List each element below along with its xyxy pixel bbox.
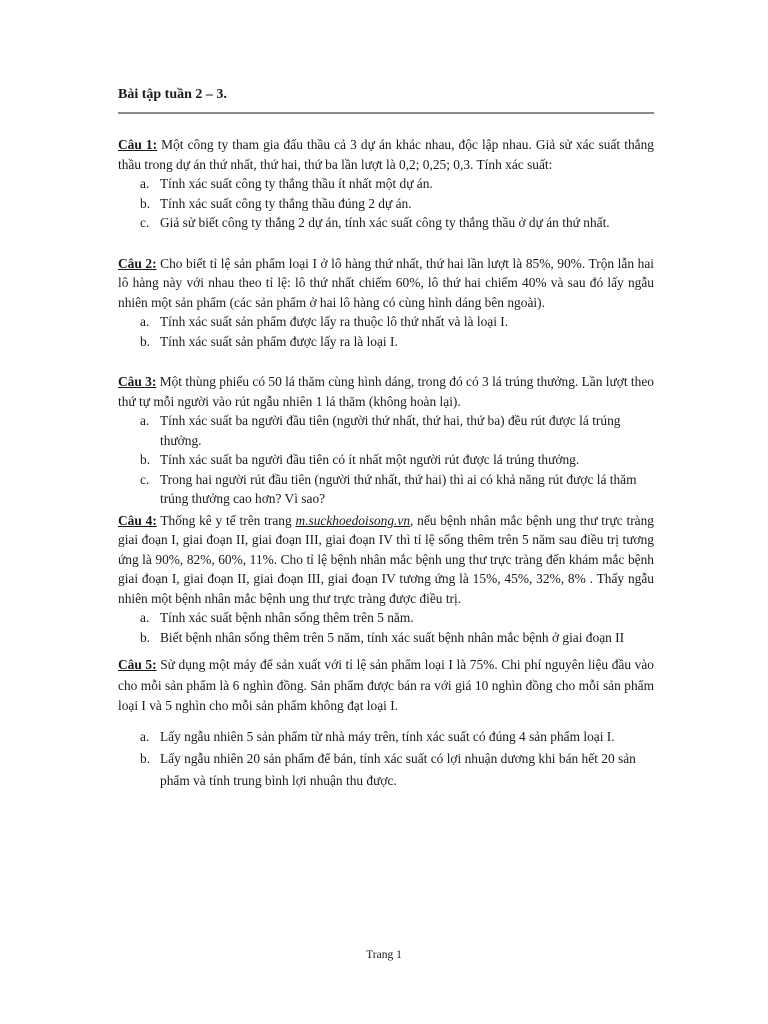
question-4-option-a xyxy=(118,608,654,628)
question-3 xyxy=(118,372,654,509)
option-marker: a. xyxy=(140,413,150,428)
option-text: Tính xác suất sản phẩm được lấy ra thuộc lô thứ nhất và là loại I. xyxy=(160,314,509,329)
question-1-label: Câu 1: xyxy=(118,137,158,152)
question-5 xyxy=(118,655,654,792)
question-1-text: Một công ty tham gia đấu thầu cả 3 dự án khác nhau, độc lập nhau. Giả sử xác suất thắng thầu trong dự án thứ nhất, thứ hai, thứ ba lần lượt là 0,2; 0,25; 0,3. Tính xác suất: xyxy=(118,137,654,172)
option-text: Trong hai người rút đầu tiên (người thứ nhất, thứ hai) thì ai có khả năng rút được lá thăm trúng thưởng cao hơn? Vì sao? xyxy=(160,471,637,506)
option-marker: a. xyxy=(140,314,150,329)
option-text: Tính xác suất ba người đầu tiên có ít nhất một người rút được lá trúng thưởng. xyxy=(160,452,580,467)
question-2 xyxy=(118,254,654,352)
question-3-option-c xyxy=(118,470,654,509)
option-marker: a. xyxy=(140,176,150,191)
question-5-options xyxy=(118,726,654,792)
question-1-option-c xyxy=(118,213,654,233)
option-marker: a. xyxy=(140,728,150,744)
question-4 xyxy=(118,511,654,648)
option-marker: c. xyxy=(140,215,150,230)
title-divider xyxy=(118,112,654,114)
question-2-text: Cho biết tỉ lệ sản phẩm loại I ở lô hàng thứ nhất, thứ hai lần lượt là 85%, 90%. Trộn lẫn hai lô hàng này với nhau theo tỉ lệ: lô thứ nhất chiếm 60%, lô thứ hai chiếm 40% và sau đó lấy ngẫu nhiên một sản phẩm (các sản phẩm ở hai lô hàng có cùng hình dáng bên ngoài). xyxy=(118,255,654,310)
question-1-option-b xyxy=(118,194,654,214)
question-2-option-b xyxy=(118,332,654,352)
option-text: Tính xác suất sản phẩm được lấy ra là loại I. xyxy=(160,333,398,349)
option-marker: b. xyxy=(140,195,151,211)
question-4-option-b xyxy=(118,628,654,648)
question-4-options xyxy=(118,608,654,647)
source-link[interactable]: m.suckhoedoisong.vn xyxy=(295,512,411,528)
question-1-option-a xyxy=(118,174,654,194)
question-5-label: Câu 5: xyxy=(118,657,157,672)
question-4-text-before-link: Thống kê y tế trên trang xyxy=(156,512,296,528)
question-3-options xyxy=(118,411,654,509)
question-5-stem xyxy=(118,655,654,717)
page-title: Bài tập tuần 2 – 3. xyxy=(118,87,227,102)
option-text: Biết bệnh nhân sống thêm trên 5 năm, tính xác suất bệnh nhân mắc bệnh ở giai đoạn II xyxy=(160,629,625,645)
question-3-option-b xyxy=(118,450,654,470)
option-text: Tính xác suất ba người đầu tiên (người thứ nhất, thứ hai, thứ ba) đều rút được lá trúng thưởng. xyxy=(160,413,621,448)
question-5-option-b xyxy=(118,748,654,792)
question-2-option-a xyxy=(118,312,654,332)
option-marker: b. xyxy=(140,333,151,349)
question-4-stem xyxy=(118,511,654,609)
option-text: Tính xác suất công ty thắng thầu ít nhất một dự án. xyxy=(160,176,433,191)
option-marker: b. xyxy=(140,452,151,467)
option-text: Lấy ngẫu nhiên 20 sản phẩm để bán, tính xác suất có lợi nhuận dương khi bán hết 20 sản phẩm và tính trung bình lợi nhuận thu được. xyxy=(160,750,636,788)
option-text: Tính xác suất bệnh nhân sống thêm trên 5 năm. xyxy=(160,610,414,625)
question-2-label: Câu 2: xyxy=(118,255,157,271)
question-1-stem xyxy=(118,135,654,174)
option-text: Lấy ngẫu nhiên 5 sản phẩm từ nhà máy trên, tính xác suất có đúng 4 sản phẩm loại I. xyxy=(160,728,615,744)
question-1-options xyxy=(118,174,654,233)
page-number: Trang 1 xyxy=(366,949,402,961)
question-4-text-after-link: , nếu bệnh nhân mắc bệnh ung thư trực tràng giai đoạn I, giai đoạn II, giai đoạn III, giai đoạn IV thì tỉ lệ sống thêm trên 5 năm sau điều trị tương ứng là 90%, 82%, 60%, 11%. Cho tỉ lệ bệnh nhân mắc bệnh ung thư trực tràng đến khám mắc bệnh giai đoạn I, giai đoạn II, giai đoạn III, giai đoạn IV tương ứng là 15%, 45%, 32%, 8% . Thấy ngẫu nhiên một bệnh nhân mắc bệnh ung thư trực tràng được điều trị. xyxy=(118,512,654,606)
question-3-stem xyxy=(118,372,654,411)
option-text: Tính xác suất công ty thắng thầu đúng 2 dự án. xyxy=(160,195,412,211)
question-5-text: Sử dụng một máy để sản xuất với tỉ lệ sản phẩm loại I là 75%. Chi phí nguyên liệu đầu vào cho mỗi sản phẩm là 6 nghìn đồng. Sản phẩm được bán ra với giá 10 nghìn đồng cho mỗi sản phẩm loại I và 5 nghìn cho mỗi sản phẩm không đạt loại I. xyxy=(118,657,654,713)
question-3-text: Một thùng phiếu có 50 lá thăm cùng hình dáng, trong đó có 3 lá trúng thưởng. Lần lượt theo thứ tự mỗi người vào rút ngẫu nhiên 1 lá thăm (không hoàn lại). xyxy=(118,374,654,409)
question-3-option-a xyxy=(118,411,654,450)
question-2-options xyxy=(118,312,654,351)
question-2-stem xyxy=(118,254,654,313)
option-marker: b. xyxy=(140,750,151,766)
question-4-label: Câu 4: xyxy=(118,512,157,528)
question-3-label: Câu 3: xyxy=(118,374,157,389)
question-5-option-a xyxy=(118,726,654,748)
question-1 xyxy=(118,135,654,233)
option-marker: a. xyxy=(140,610,150,625)
option-marker: c. xyxy=(140,471,150,487)
document-page xyxy=(118,84,654,792)
option-text: Giả sử biết công ty thắng 2 dự án, tính xác suất công ty thắng thầu ở dự án thứ nhất. xyxy=(160,215,610,230)
option-marker: b. xyxy=(140,629,151,645)
